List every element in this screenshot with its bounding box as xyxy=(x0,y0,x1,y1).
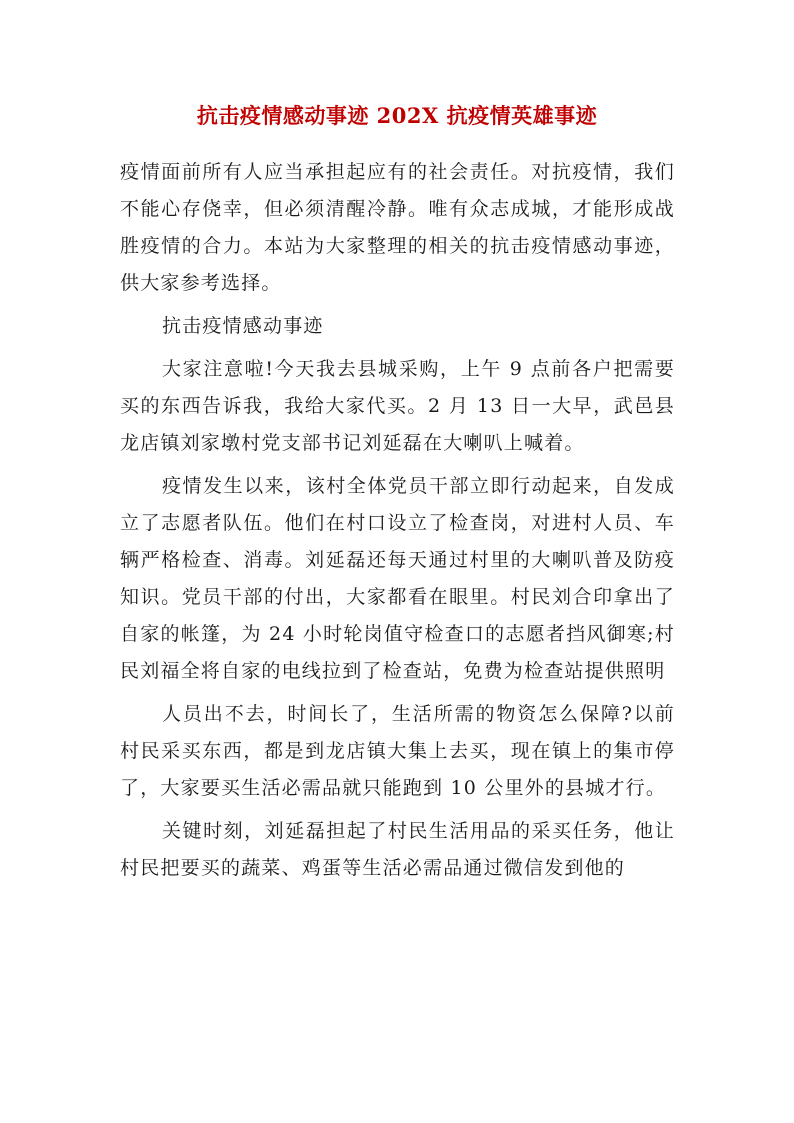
intro-paragraph: 疫情面前所有人应当承担起应有的社会责任。对抗疫情，我们不能心存侥幸，但必须清醒冷静。唯有众志成城，才能形成战胜疫情的合力。本站为大家整理的相关的抗击疫情感动事迹，供大家参考选择。 xyxy=(120,161,675,294)
body-paragraph: 疫情发生以来，该村全体党员干部立即行动起来，自发成立了志愿者队伍。他们在村口设立了检查岗，对进村人员、车辆严格检查、消毒。刘延磊还每天通过村里的大喇叭普及防疫知识。党员干部的付出，大家都看在眼里。村民刘合印拿出了自家的帐篷，为 24 小时轮岗值守检查口的志愿者挡风御寒;村民刘福全将自家的电线拉到了检查站，免费为检查站提供照明 xyxy=(120,475,675,682)
body-paragraph: 关键时刻，刘延磊担起了村民生活用品的采买任务，他让村民把要买的蔬菜、鸡蛋等生活必需品通过微信发到他的 xyxy=(120,820,675,879)
body-paragraph: 人员出不去，时间长了，生活所需的物资怎么保障?以前村民采买东西，都是到龙店镇大集上去买，现在镇上的集市停了，大家要买生活必需品就只能跑到 10 公里外的县城才行。 xyxy=(120,703,675,799)
body-paragraph: 大家注意啦!今天我去县城采购，上午 9 点前各户把需要买的东西告诉我，我给大家代买。2 月 13 日一大早，武邑县龙店镇刘家墩村党支部书记刘延磊在大喇叭上喊着。 xyxy=(120,358,675,454)
section-heading: 抗击疫情感动事迹 xyxy=(162,315,324,337)
document-title: 抗击疫情感动事迹 202X 抗疫情英雄事迹 xyxy=(196,103,598,128)
document-body xyxy=(120,154,675,893)
